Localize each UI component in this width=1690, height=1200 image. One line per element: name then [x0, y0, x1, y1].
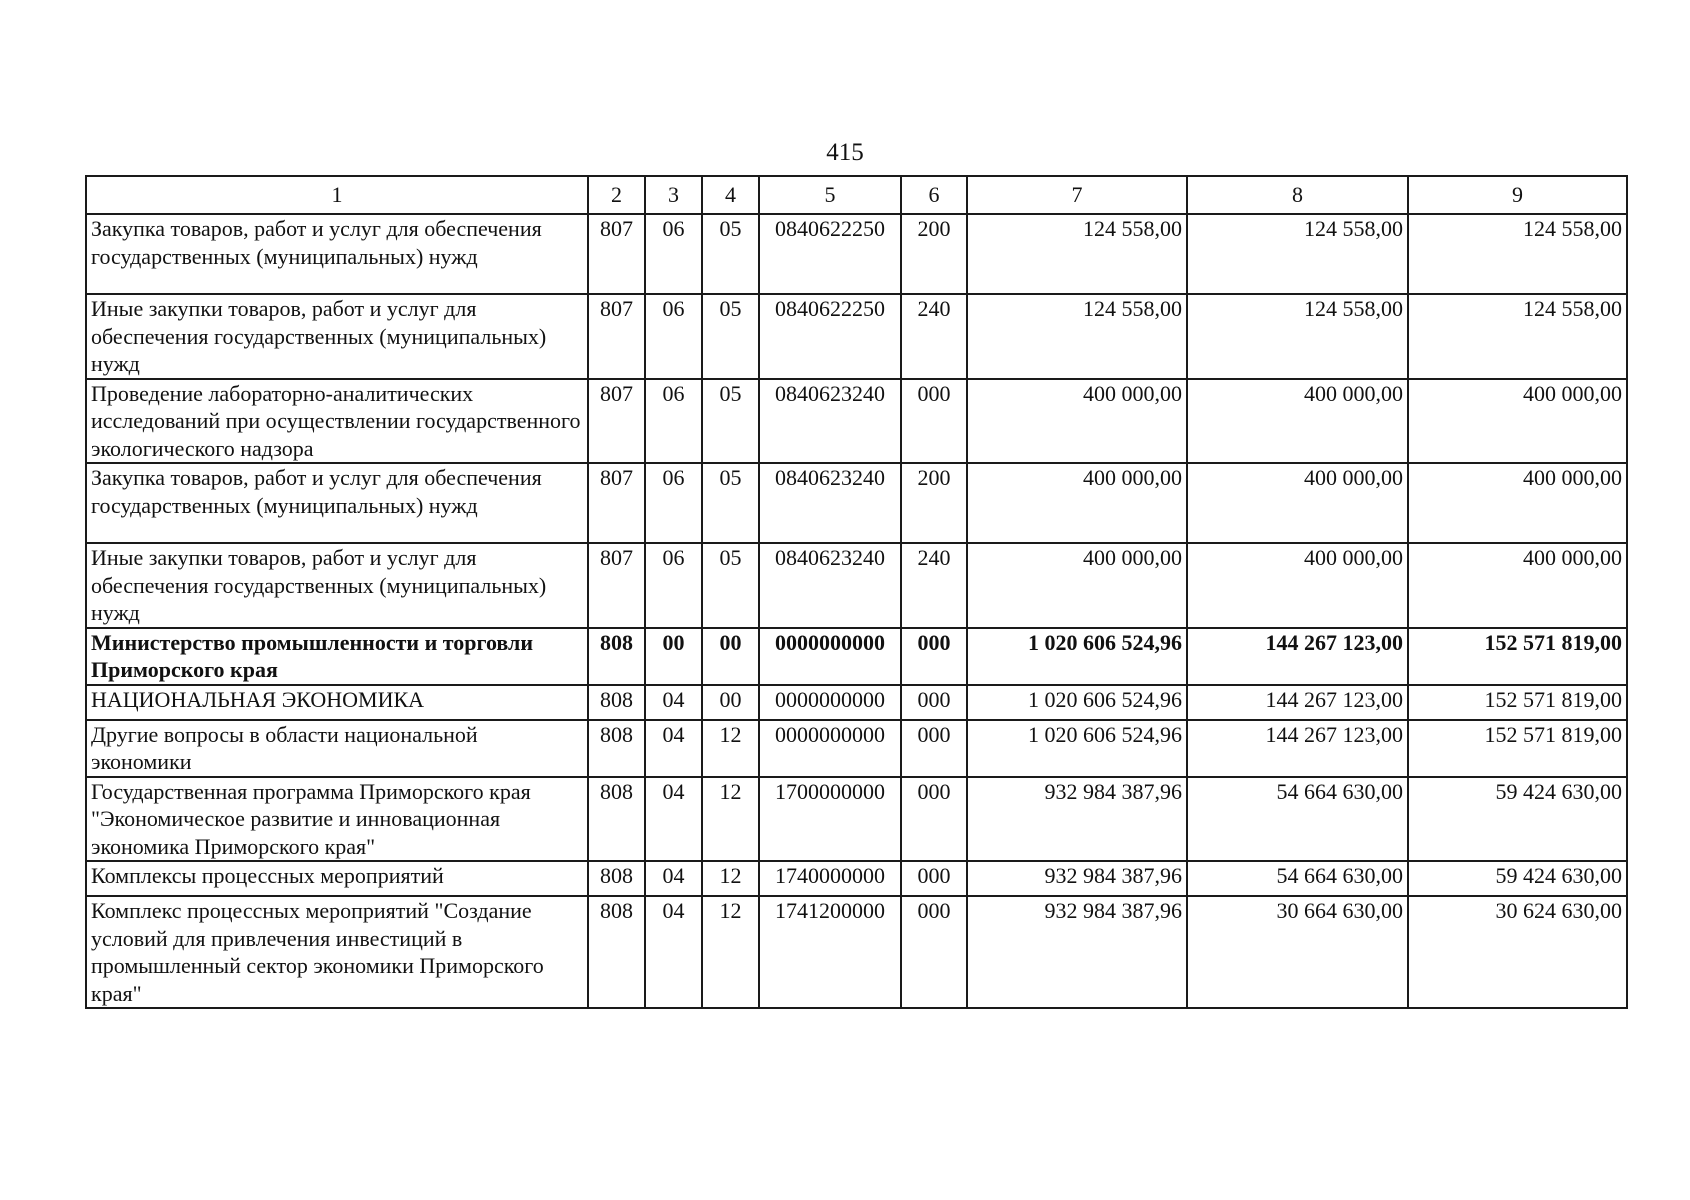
row-code-6: 240 — [901, 294, 967, 379]
row-name: Государственная программа Приморского края "Экономическое развитие и инновационная экономика Приморского края" — [86, 777, 588, 862]
row-code-3: 04 — [645, 685, 702, 720]
row-code-6: 000 — [901, 720, 967, 777]
row-amount-8: 54 664 630,00 — [1187, 861, 1408, 896]
column-header: 7 — [967, 176, 1187, 214]
row-code-3: 06 — [645, 463, 702, 543]
table-row — [86, 720, 1627, 777]
row-code-2: 808 — [588, 896, 645, 1008]
row-code-4: 05 — [702, 463, 759, 543]
table-row — [86, 214, 1627, 294]
row-code-3: 00 — [645, 628, 702, 685]
row-name: Проведение лабораторно-аналитических исследований при осуществлении государственного экологического надзора — [86, 379, 588, 464]
row-code-4: 00 — [702, 685, 759, 720]
row-name: НАЦИОНАЛЬНАЯ ЭКОНОМИКА — [86, 685, 588, 720]
row-amount-7: 1 020 606 524,96 — [967, 628, 1187, 685]
row-amount-8: 400 000,00 — [1187, 379, 1408, 464]
row-amount-7: 932 984 387,96 — [967, 861, 1187, 896]
row-code-2: 808 — [588, 777, 645, 862]
row-code-6: 000 — [901, 777, 967, 862]
column-header: 9 — [1408, 176, 1627, 214]
row-code-5: 1741200000 — [759, 896, 901, 1008]
table-row — [86, 777, 1627, 862]
row-code-2: 807 — [588, 543, 645, 628]
row-amount-9: 124 558,00 — [1408, 294, 1627, 379]
row-amount-9: 152 571 819,00 — [1408, 720, 1627, 777]
row-amount-8: 400 000,00 — [1187, 543, 1408, 628]
table-row — [86, 294, 1627, 379]
header-row — [86, 176, 1627, 214]
row-amount-8: 144 267 123,00 — [1187, 720, 1408, 777]
row-code-2: 808 — [588, 628, 645, 685]
row-code-4: 12 — [702, 777, 759, 862]
row-name: Другие вопросы в области национальной экономики — [86, 720, 588, 777]
row-code-5: 0000000000 — [759, 720, 901, 777]
row-amount-9: 400 000,00 — [1408, 379, 1627, 464]
row-code-6: 000 — [901, 628, 967, 685]
row-name: Иные закупки товаров, работ и услуг для обеспечения государственных (муниципальных) нужд — [86, 294, 588, 379]
row-code-3: 04 — [645, 896, 702, 1008]
row-code-4: 05 — [702, 214, 759, 294]
row-code-3: 06 — [645, 294, 702, 379]
row-code-3: 06 — [645, 543, 702, 628]
column-header: 2 — [588, 176, 645, 214]
row-amount-8: 124 558,00 — [1187, 294, 1408, 379]
row-code-3: 06 — [645, 379, 702, 464]
row-amount-8: 124 558,00 — [1187, 214, 1408, 294]
column-header: 4 — [702, 176, 759, 214]
table-row — [86, 628, 1627, 685]
row-amount-7: 124 558,00 — [967, 214, 1187, 294]
row-code-4: 12 — [702, 720, 759, 777]
row-code-5: 0000000000 — [759, 628, 901, 685]
row-amount-9: 59 424 630,00 — [1408, 861, 1627, 896]
row-name: Закупка товаров, работ и услуг для обеспечения государственных (муниципальных) нужд — [86, 214, 588, 294]
row-amount-9: 152 571 819,00 — [1408, 685, 1627, 720]
row-code-4: 00 — [702, 628, 759, 685]
row-code-2: 808 — [588, 861, 645, 896]
row-code-2: 808 — [588, 685, 645, 720]
column-header: 5 — [759, 176, 901, 214]
column-header: 6 — [901, 176, 967, 214]
column-header: 1 — [86, 176, 588, 214]
row-code-5: 0840623240 — [759, 379, 901, 464]
row-amount-7: 400 000,00 — [967, 543, 1187, 628]
row-code-2: 808 — [588, 720, 645, 777]
row-amount-7: 400 000,00 — [967, 379, 1187, 464]
row-code-5: 0840622250 — [759, 294, 901, 379]
row-code-2: 807 — [588, 294, 645, 379]
row-name: Министерство промышленности и торговли Приморского края — [86, 628, 588, 685]
table-row — [86, 543, 1627, 628]
row-code-3: 04 — [645, 861, 702, 896]
row-code-4: 05 — [702, 543, 759, 628]
row-code-6: 240 — [901, 543, 967, 628]
row-amount-9: 59 424 630,00 — [1408, 777, 1627, 862]
table-row — [86, 463, 1627, 543]
row-code-4: 05 — [702, 379, 759, 464]
row-code-4: 12 — [702, 896, 759, 1008]
row-name: Закупка товаров, работ и услуг для обеспечения государственных (муниципальных) нужд — [86, 463, 588, 543]
row-amount-9: 152 571 819,00 — [1408, 628, 1627, 685]
budget-table — [85, 175, 1628, 1009]
row-code-6: 000 — [901, 685, 967, 720]
row-code-5: 0840622250 — [759, 214, 901, 294]
row-amount-8: 54 664 630,00 — [1187, 777, 1408, 862]
table-row — [86, 685, 1627, 720]
row-code-3: 04 — [645, 777, 702, 862]
row-amount-7: 1 020 606 524,96 — [967, 720, 1187, 777]
row-amount-8: 144 267 123,00 — [1187, 685, 1408, 720]
row-code-6: 000 — [901, 379, 967, 464]
row-code-5: 0000000000 — [759, 685, 901, 720]
row-name: Комплексы процессных мероприятий — [86, 861, 588, 896]
row-amount-7: 124 558,00 — [967, 294, 1187, 379]
row-amount-8: 144 267 123,00 — [1187, 628, 1408, 685]
row-name: Иные закупки товаров, работ и услуг для обеспечения государственных (муниципальных) нужд — [86, 543, 588, 628]
row-code-4: 12 — [702, 861, 759, 896]
column-header: 3 — [645, 176, 702, 214]
row-code-6: 000 — [901, 861, 967, 896]
row-amount-7: 932 984 387,96 — [967, 777, 1187, 862]
table-row — [86, 861, 1627, 896]
row-code-2: 807 — [588, 214, 645, 294]
row-amount-8: 400 000,00 — [1187, 463, 1408, 543]
row-code-5: 0840623240 — [759, 543, 901, 628]
row-name: Комплекс процессных мероприятий "Создание условий для привлечения инвестиций в промышленный сектор экономики Приморского края" — [86, 896, 588, 1008]
column-header: 8 — [1187, 176, 1408, 214]
row-code-3: 06 — [645, 214, 702, 294]
row-amount-9: 400 000,00 — [1408, 543, 1627, 628]
row-code-4: 05 — [702, 294, 759, 379]
row-code-6: 200 — [901, 463, 967, 543]
row-code-5: 1740000000 — [759, 861, 901, 896]
page-number: 415 — [826, 139, 864, 166]
row-amount-7: 1 020 606 524,96 — [967, 685, 1187, 720]
row-code-3: 04 — [645, 720, 702, 777]
table-row — [86, 379, 1627, 464]
row-amount-9: 400 000,00 — [1408, 463, 1627, 543]
row-code-5: 1700000000 — [759, 777, 901, 862]
row-code-2: 807 — [588, 379, 645, 464]
row-code-5: 0840623240 — [759, 463, 901, 543]
row-code-6: 200 — [901, 214, 967, 294]
row-code-6: 000 — [901, 896, 967, 1008]
row-amount-7: 400 000,00 — [967, 463, 1187, 543]
row-amount-8: 30 664 630,00 — [1187, 896, 1408, 1008]
row-code-2: 807 — [588, 463, 645, 543]
table-body — [86, 214, 1627, 1008]
table-row — [86, 896, 1627, 1008]
row-amount-9: 30 624 630,00 — [1408, 896, 1627, 1008]
row-amount-7: 932 984 387,96 — [967, 896, 1187, 1008]
row-amount-9: 124 558,00 — [1408, 214, 1627, 294]
